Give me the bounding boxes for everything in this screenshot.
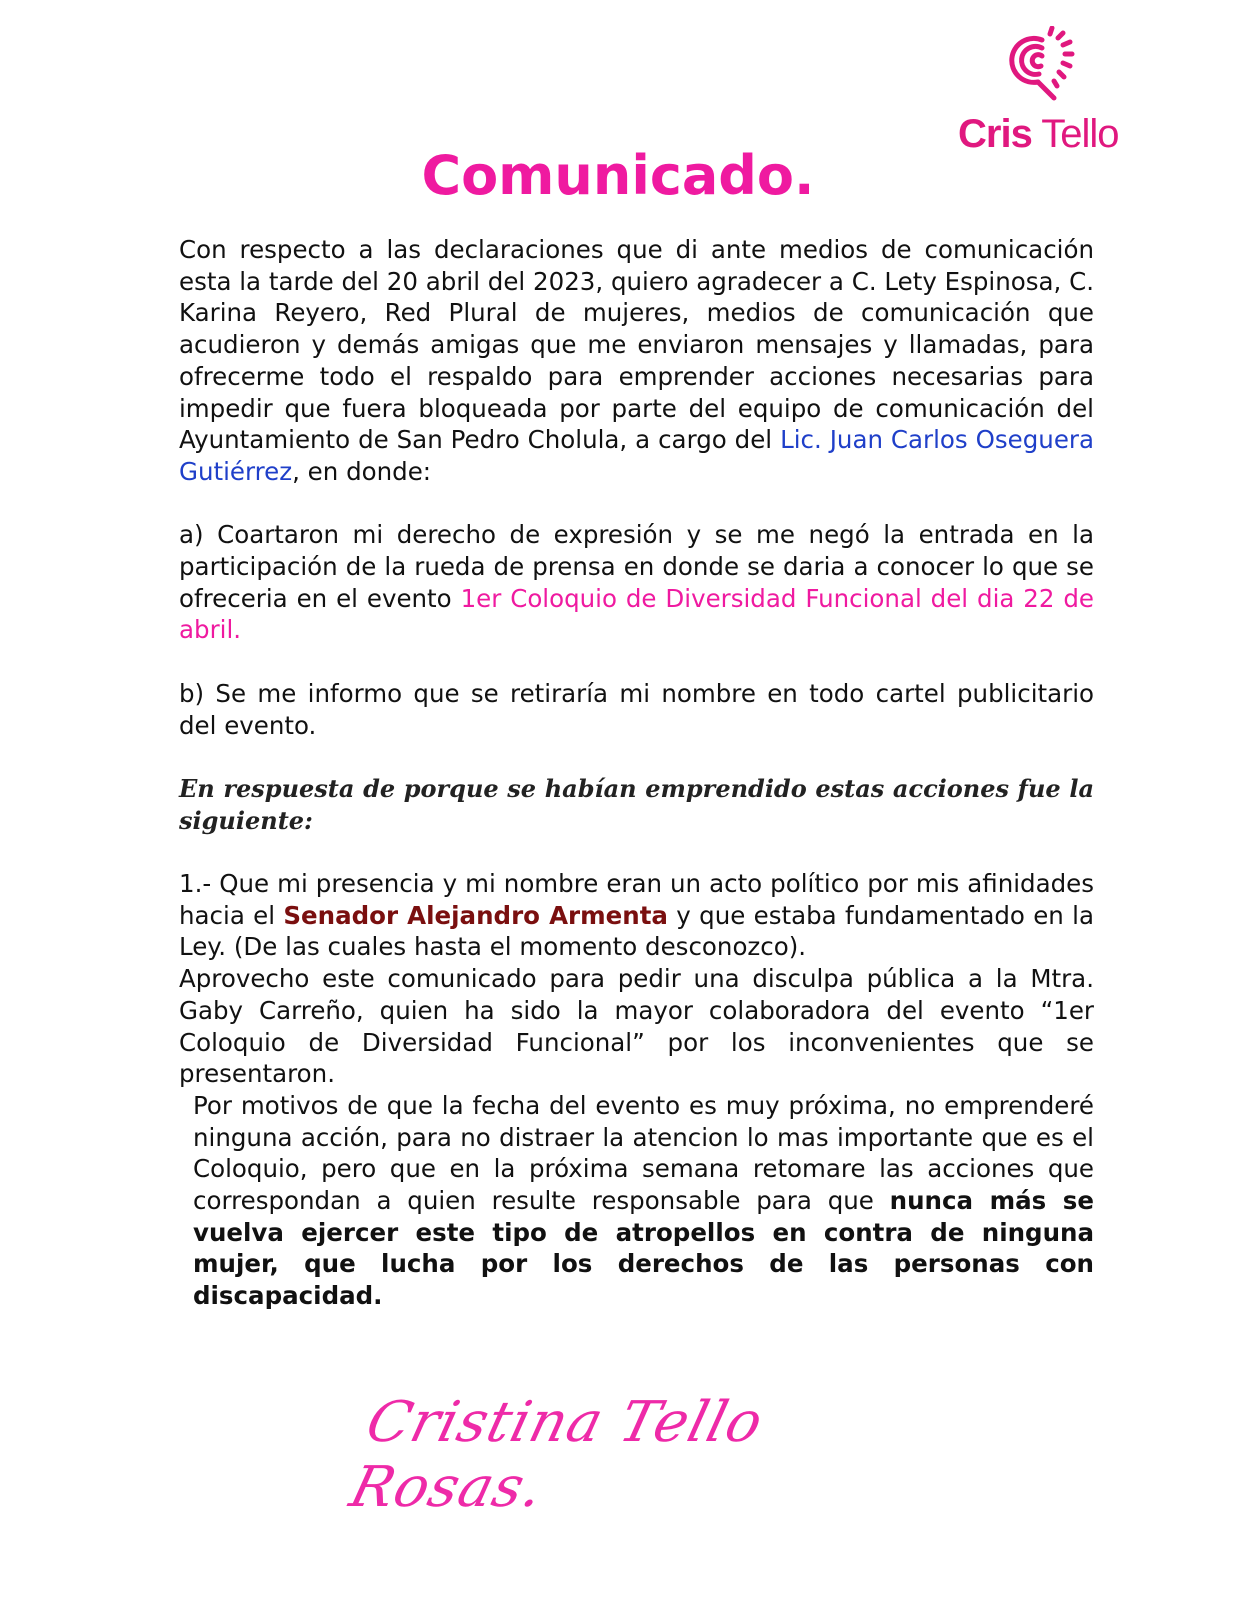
heart-location-pin-icon	[1002, 26, 1092, 106]
page-title: Comunicado.	[421, 144, 815, 207]
signature-text: Cristina Tello Rosas.	[343, 1390, 770, 1520]
brand-name-bold: Cris	[958, 112, 1032, 156]
apology-paragraph: Aprovecho este comunicado para pedir una disculpa pública a la Mtra. Gaby Carreño, quien ha sido la mayor colaboradora del evento “1er Coloquio de Diversidad Funcional” por los inconvenientes que se presentaron.	[179, 964, 1094, 1089]
document-body	[179, 234, 1094, 1312]
item-1-text-end: y que estaba fundamentado en la Ley. (De las cuales hasta el momento desconozco).	[179, 900, 1094, 962]
intro-paragraph	[179, 234, 1094, 488]
item-1-text: 1.- Que mi presencia y mi nombre eran un acto político por mis afinidades hacia el	[179, 869, 1094, 930]
item-1	[179, 868, 1094, 963]
closing-paragraph	[179, 1090, 1094, 1312]
signature	[343, 1390, 940, 1520]
item-b: b) Se me informo que se retiraría mi nombre en todo cartel publicitario del evento.	[179, 678, 1094, 740]
intro-text-end: , en donde:	[292, 456, 432, 486]
event-name: 1er Coloquio de Diversidad Funcional del dia 22 de abril.	[179, 583, 1095, 645]
brand-name-light: Tello	[1041, 112, 1119, 156]
closing-text: Por motivos de que la fecha del evento es muy próxima, no emprenderé ninguna acción, para no distraer la atencion lo mas importante que es el Coloquio, pero que en la próxima semana retomare las acciones que correspondan a quien resulte responsable para que	[193, 1090, 1094, 1216]
closing-emphasis: nunca más se vuelva ejercer este tipo de atropellos en contra de ninguna mujer, que lucha por los derechos de las personas con discapacidad.	[193, 1186, 1094, 1311]
response-intro: En respuesta de porque se habían emprendido estas acciones fue la siguiente:	[179, 773, 1094, 835]
senator-name: Senador Alejandro Armenta	[283, 900, 668, 930]
item-a-text: a) Coartaron mi derecho de expresión y se me negó la entrada en la participación de la rueda de prensa en donde se daria a conocer lo que se ofreceria en el evento	[179, 520, 1094, 613]
intro-text: Con respecto a las declaraciones que di ante medios de comunicación esta la tarde del 20 abril del 2023, quiero agradecer a C. Lety Espinosa, C. Karina Reyero, Red Plural de mujeres, medios de comunicación que acudieron y demás amigas que me enviaron mensajes y llamadas, para ofrecerme todo el respaldo para emprender acciones necesarias para impedir que fuera bloqueada por parte del equipo de comunicación del Ayuntamiento de San Pedro Cholula, a cargo del	[179, 235, 1094, 455]
item-a	[179, 519, 1094, 646]
brand-logo	[952, 26, 1152, 156]
official-name: Lic. Juan Carlos Oseguera Gutiérrez	[179, 425, 1094, 486]
